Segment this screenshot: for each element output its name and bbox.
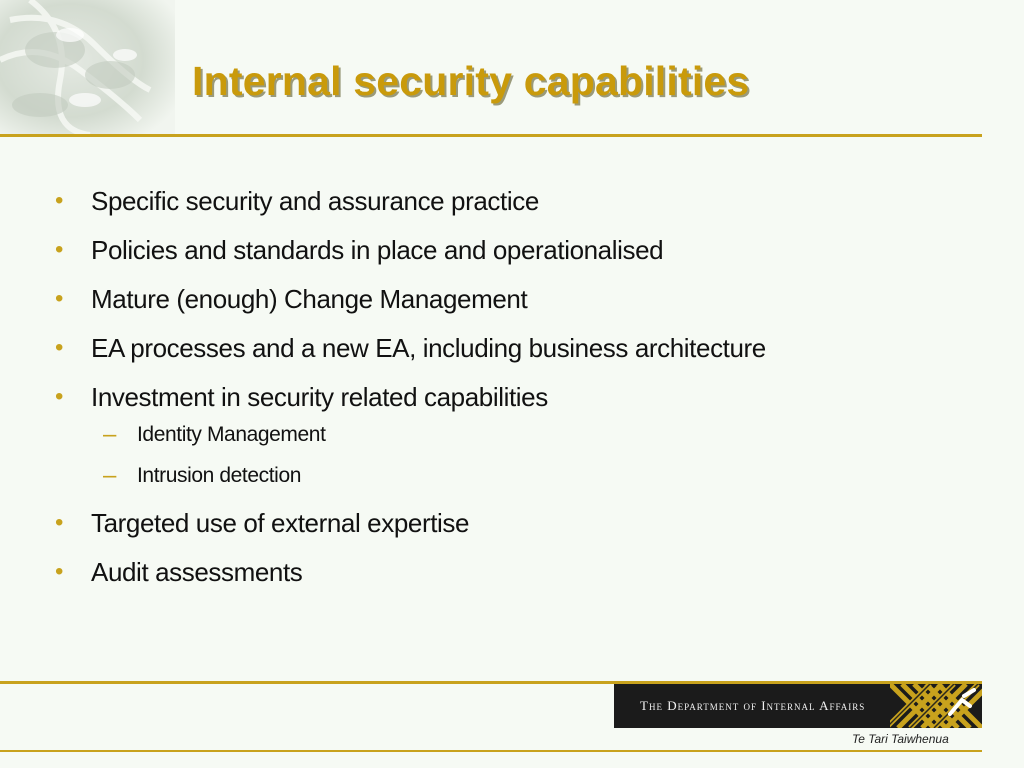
title-divider: [0, 134, 982, 137]
bullet-text: Audit assessments: [91, 557, 303, 587]
sub-bullet-marker: –: [103, 421, 116, 448]
bullet-item: [55, 557, 975, 587]
bullet-item: [55, 284, 975, 314]
bullet-marker: •: [55, 285, 64, 312]
bullet-marker: •: [55, 558, 64, 585]
bullet-text: Policies and standards in place and operationalised: [91, 235, 664, 265]
bullet-item: [55, 333, 975, 363]
maori-tagline: Te Tari Taiwhenua: [852, 732, 949, 746]
organisation-name: The Department of Internal Affairs: [640, 698, 866, 713]
bullet-item: [55, 382, 975, 489]
bullet-item: [55, 235, 975, 265]
bullet-marker: •: [55, 509, 64, 536]
woven-pattern-icon: [890, 684, 982, 728]
bullet-marker: •: [55, 383, 64, 410]
bullet-item: [55, 508, 975, 538]
bullet-marker: •: [55, 236, 64, 263]
slide-title: Internal security capabilities: [192, 58, 750, 104]
bullet-text: EA processes and a new EA, including business architecture: [91, 333, 766, 363]
sub-bullet-marker: –: [103, 462, 116, 489]
sub-bullet-list: [91, 422, 975, 489]
bullet-text: Targeted use of external expertise: [91, 508, 470, 538]
bullet-text: Mature (enough) Change Management: [91, 284, 528, 314]
bullet-text: Specific security and assurance practice: [91, 186, 539, 216]
bullet-text: Investment in security related capabilities: [91, 382, 548, 412]
sub-bullet-item: [91, 463, 975, 489]
sub-bullet-item: [91, 422, 975, 448]
department-logo: [614, 684, 982, 728]
bullet-item: [55, 186, 975, 216]
sub-bullet-text: Identity Management: [137, 423, 326, 446]
bullet-list: [55, 186, 975, 606]
footer-bottom-line: [0, 750, 982, 752]
decorative-flower-image: [0, 0, 175, 135]
sub-bullet-text: Intrusion detection: [137, 464, 302, 487]
bullet-marker: •: [55, 187, 64, 214]
bullet-marker: •: [55, 334, 64, 361]
